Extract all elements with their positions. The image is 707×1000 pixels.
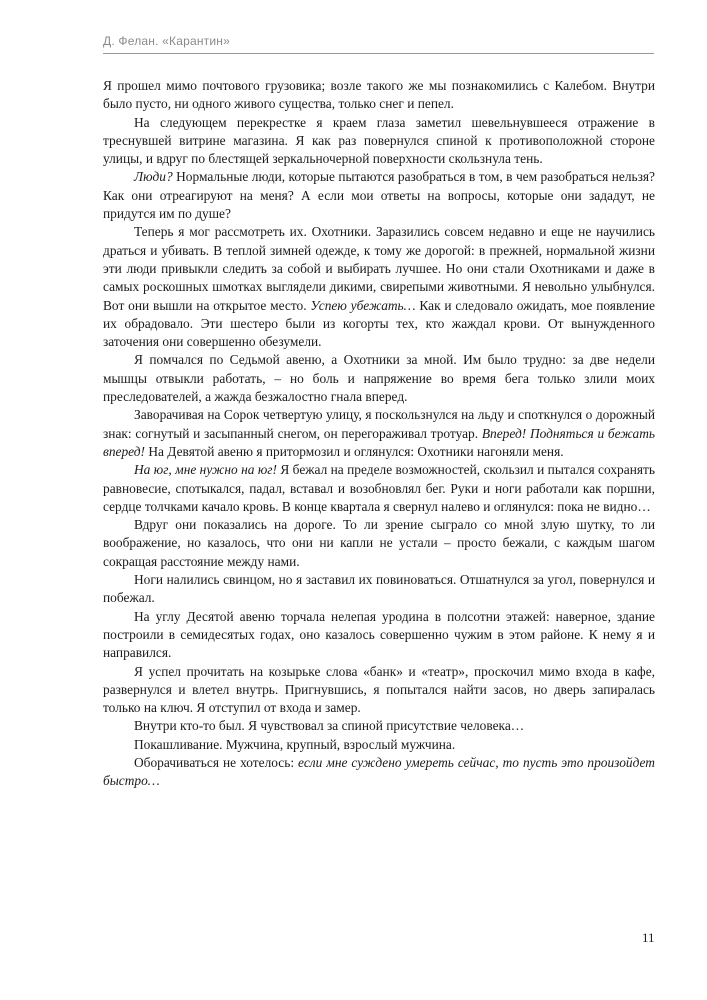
header-divider <box>103 53 654 54</box>
running-header: Д. Фелан. «Карантин» <box>103 34 230 48</box>
body-text <box>103 77 655 791</box>
italic-phrase: На юг, мне нужно на юг! <box>134 462 277 478</box>
paragraph: Я успел прочитать на козырьке слова «банк» и «театр», проскочил мимо входа в кафе, развернулся и влетел внутрь. Пригнувшись, я попытался найти засов, но дверь запиралась только на ключ. Я отступил от входа и замер. <box>103 663 655 716</box>
paragraph: На углу Десятой авеню торчала нелепая уродина в полсотни этажей: наверное, здание построили в семидесятых годах, оно казалось совершенно чужим в этом районе. К нему я и направился. <box>103 608 655 661</box>
paragraph: Я прошел мимо почтового грузовика; возле такого же мы познакомились с Калебом. Внутри было пусто, ни одного живого существа, только снег и пепел. <box>103 78 655 112</box>
paragraph: Я помчался по Седьмой авеню, а Охотники за мной. Им было трудно: за две недели мышцы отвыкли работать, – но боль и напряжение во время бега только злили моих преследователей, а жажда безжалостно гнала вперед. <box>103 352 655 405</box>
paragraph: На следующем перекрестке я краем глаза заметил шевельнувшееся отражение в треснувшей витрине магазина. Я как раз повернулся спиной к противоположной стороне улицы, и вдруг по блестящей зеркальночерной поверхности скользнула тень. <box>103 114 655 167</box>
italic-phrase: Вперед! Подняться и бежать вперед! <box>103 425 655 459</box>
italic-phrase: если мне суждено умереть сейчас, то пусть это произойдет быстро… <box>103 754 655 789</box>
paragraph: Теперь я мог рассмотреть их. Охотники. Заразились совсем недавно и еще не научились драться и убивать. В теплой зимней одежде, к тому же дорогой: в прежней, нормальной жизни эти люди привыкли следить за собой и выбирать лучшее. Но они стали Охотниками и даже в самых роскошных шмотках выглядели дикими, свирепыми животными. Я невольно улыбнулся. Вот они вышли на открытое место. Успею убежать… Как и следовало ожидать, мое появление их обрадовало. Эти шестеро были из когорты тех, кто жаждал крови. От вынужденного заточения они совершенно обезумели. <box>103 224 656 350</box>
italic-phrase: Успею убежать… <box>310 297 416 313</box>
paragraph: Покашливание. Мужчина, крупный, взрослый мужчина. <box>134 736 456 752</box>
paragraph: Оборачиваться не хотелось: если мне суждено умереть сейчас, то пусть это произойдет быстро… <box>103 754 655 789</box>
paragraph: Ноги налились свинцом, но я заставил их повиноваться. Отшатнулся за угол, повернулся и побежал. <box>103 572 655 606</box>
paragraph: Люди? Нормальные люди, которые пытаются разобраться в том, в чем разобраться нельзя? Как они отреагируют на меня? А если мои ответы на вопросы, которые они зададут, не придутся им по душе? <box>103 169 655 222</box>
page-number: 11 <box>642 930 655 945</box>
italic-phrase: Люди? <box>134 169 173 185</box>
paragraph: На юг, мне нужно на юг! Я бежал на пределе возможностей, скользил и пытался сохранять равновесие, спотыкался, падал, вставал и возобновлял бег. Руки и ноги работали как поршни, сердце толчками качало кровь. В конце квартала я свернул налево и оглянулся: пока не видно… <box>103 462 655 514</box>
paragraph: Заворачивая на Сорок четвертую улицу, я поскользнулся на льду и споткнулся о дорожный знак: согнутый и засыпанный снегом, он перегораживал тротуар. Вперед! Подняться и бежать вперед! На Девятой авеню я притормозил и оглянулся: Охотники нагоняли меня. <box>103 407 655 459</box>
paragraph: Внутри кто-то был. Я чувствовал за спиной присутствие человека… <box>134 718 525 734</box>
paragraph: Вдруг они показались на дороге. То ли зрение сыграло со мной злую шутку, то ли воображение, но казалось, что они ни капли не устали – просто бежали, с каждым шагом сокращая расстояние между нами. <box>103 517 655 569</box>
